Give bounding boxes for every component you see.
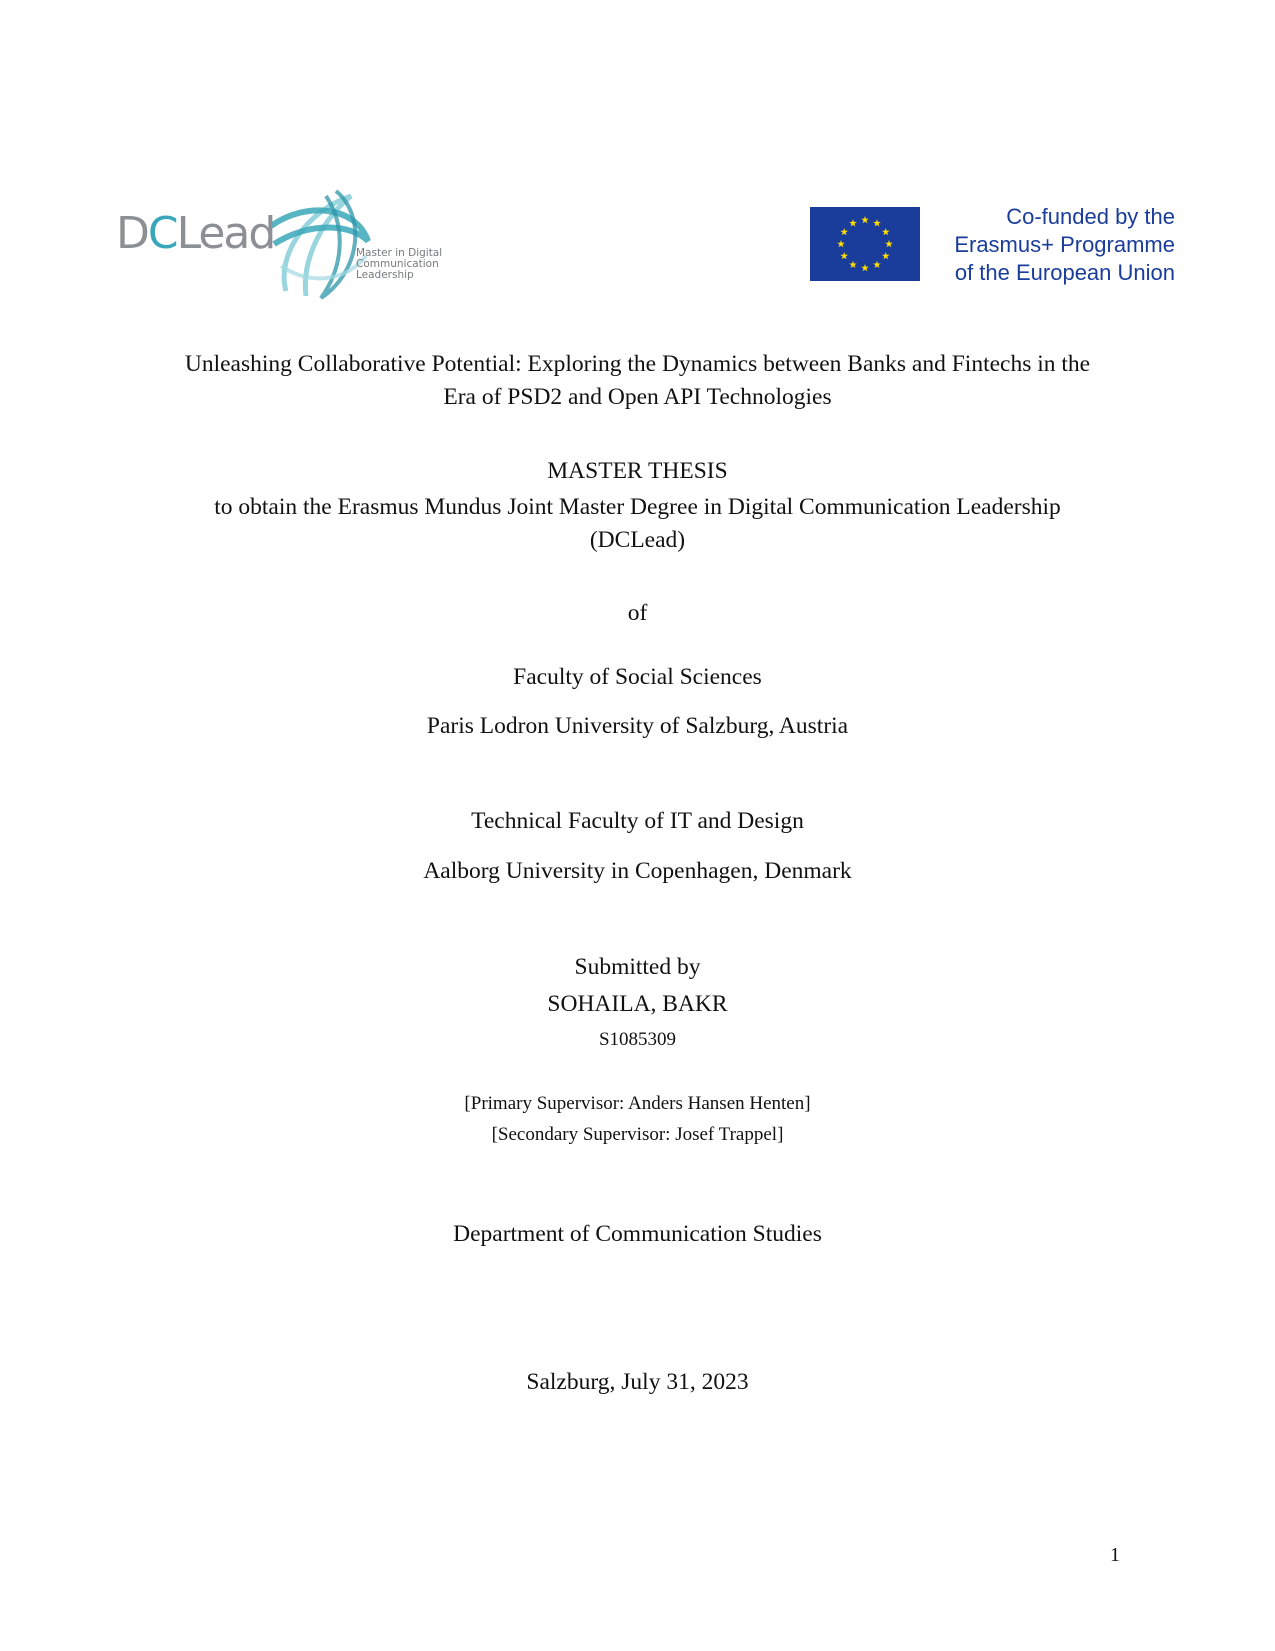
- dclead-wordmark: [116, 208, 274, 259]
- eu-cofunded-text: [925, 203, 1175, 287]
- page-number: 1: [1110, 1544, 1120, 1566]
- university-2: Aalborg University in Copenhagen, Denmark: [423, 858, 852, 884]
- thesis-title-line-2: Era of PSD2 and Open API Technologies: [443, 384, 832, 410]
- eu-text-line: Co-funded by the: [1006, 204, 1175, 229]
- faculty-1: Faculty of Social Sciences: [513, 664, 762, 690]
- thesis-title-line-1: Unleashing Collaborative Potential: Exploring the Dynamics between Banks and Fintechs in the: [184, 351, 1091, 377]
- dclead-subtitle-line: Master in Digital: [356, 247, 443, 259]
- degree-purpose-line-2: (DCLead): [589, 527, 686, 553]
- department: Department of Communication Studies: [453, 1221, 822, 1247]
- eu-text-line: of the European Union: [954, 260, 1175, 285]
- primary-supervisor: [Primary Supervisor: Anders Hansen Henten]: [464, 1093, 811, 1114]
- dclead-wordmark-lead: Lead: [176, 208, 275, 259]
- degree-purpose-line-1: to obtain the Erasmus Mundus Joint Master Degree in Digital Communication Leadership: [214, 494, 1061, 520]
- university-1: Paris Lodron University of Salzburg, Austria: [426, 713, 849, 739]
- secondary-supervisor: [Secondary Supervisor: Josef Trappel]: [491, 1124, 784, 1145]
- dclead-wordmark-d: D: [116, 208, 148, 259]
- faculty-2: Technical Faculty of IT and Design: [471, 808, 804, 834]
- dclead-swirl-icon: [266, 186, 376, 306]
- dclead-wordmark-c: C: [147, 208, 177, 259]
- author-name: SOHAILA, BAKR: [547, 991, 728, 1017]
- submitted-by-label: Submitted by: [574, 954, 701, 980]
- eu-text-line: Erasmus+ Programme: [954, 232, 1175, 257]
- dclead-logo: [116, 186, 446, 306]
- thesis-type: MASTER THESIS: [547, 458, 728, 484]
- dclead-subtitle-line: Communication: [356, 258, 439, 270]
- of-label: of: [627, 600, 648, 626]
- place-date: Salzburg, July 31, 2023: [526, 1369, 749, 1395]
- dclead-subtitle-line: Leadership: [356, 269, 414, 281]
- eu-flag-icon: [810, 207, 920, 281]
- dclead-subtitle: [356, 248, 442, 281]
- student-id: S1085309: [598, 1029, 677, 1050]
